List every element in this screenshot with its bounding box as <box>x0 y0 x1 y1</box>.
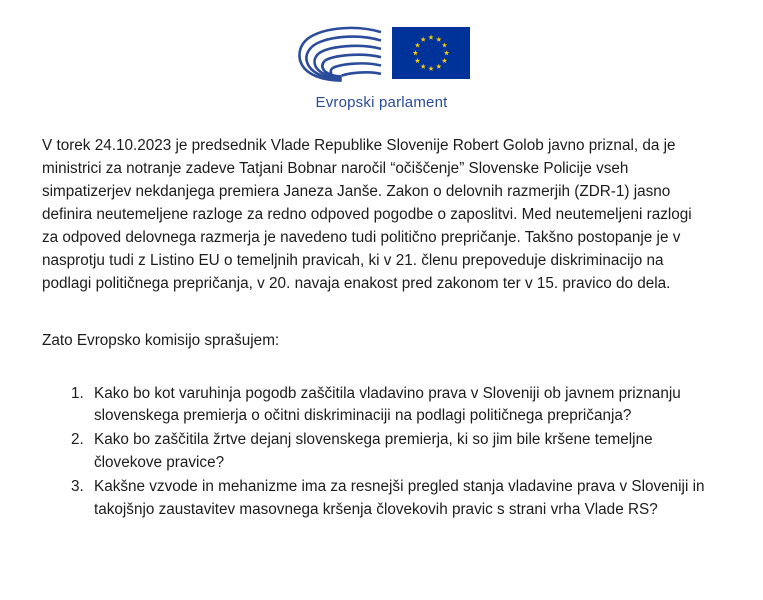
logo-header <box>0 0 763 111</box>
logo-row <box>294 22 470 84</box>
list-item: 2. Kako bo zaščitila žrtve dejanj slovenskega premierja, ki so jim bile kršene temeljne človekove pravice? <box>88 429 721 475</box>
list-item: 1. Kako bo kot varuhinja pogodb zaščitila vladavino prava v Sloveniji ob javnem priznanju slovenskega premierja o očitni diskriminaciji na podlagi političnega prepričanja? <box>88 383 721 429</box>
european-parliament-swirl-icon <box>294 22 386 84</box>
logo-caption: Evropski parlament <box>315 94 448 111</box>
list-item: 3. Kakšne vzvode in mehanizme ima za resnejši pregled stanja vladavine prava v Sloveniji in takojšnjo zaustavitev masovnega kršenja človekovih pravic s strani vrha Vlade RS? <box>88 476 721 522</box>
eu-flag-icon <box>392 27 470 79</box>
question-intro: Zato Evropsko komisijo sprašujem: <box>42 331 280 349</box>
document-paragraph: V torek 24.10.2023 je predsednik Vlade Republike Slovenije Robert Golob javno priznal, da je ministrici za notranje zadeve Tatjani Bobnar naročil “očiščenje” Slovenske Policije vseh simpatizerjev nekdanjega premiera Janeza Janše. Zakon o delovnih razmerjih (ZDR-1) jasno definira neutemeljene razloge za redno odpoved pogodbe o zaposlitvi. Med neutemeljeni razlogi za odpoved delovnega razmerja je navedeno tudi politično prepričanje. Takšno postopanje je v nasprotju tudi z Listino EU o temeljnih pravicah, ki v 21. členu prepoveduje diskriminacijo na podlagi političnega prepričanja, v 20. navaja enakost pred zakonom ter v 15. pravico do dela. <box>42 137 692 292</box>
question-list <box>42 383 721 523</box>
